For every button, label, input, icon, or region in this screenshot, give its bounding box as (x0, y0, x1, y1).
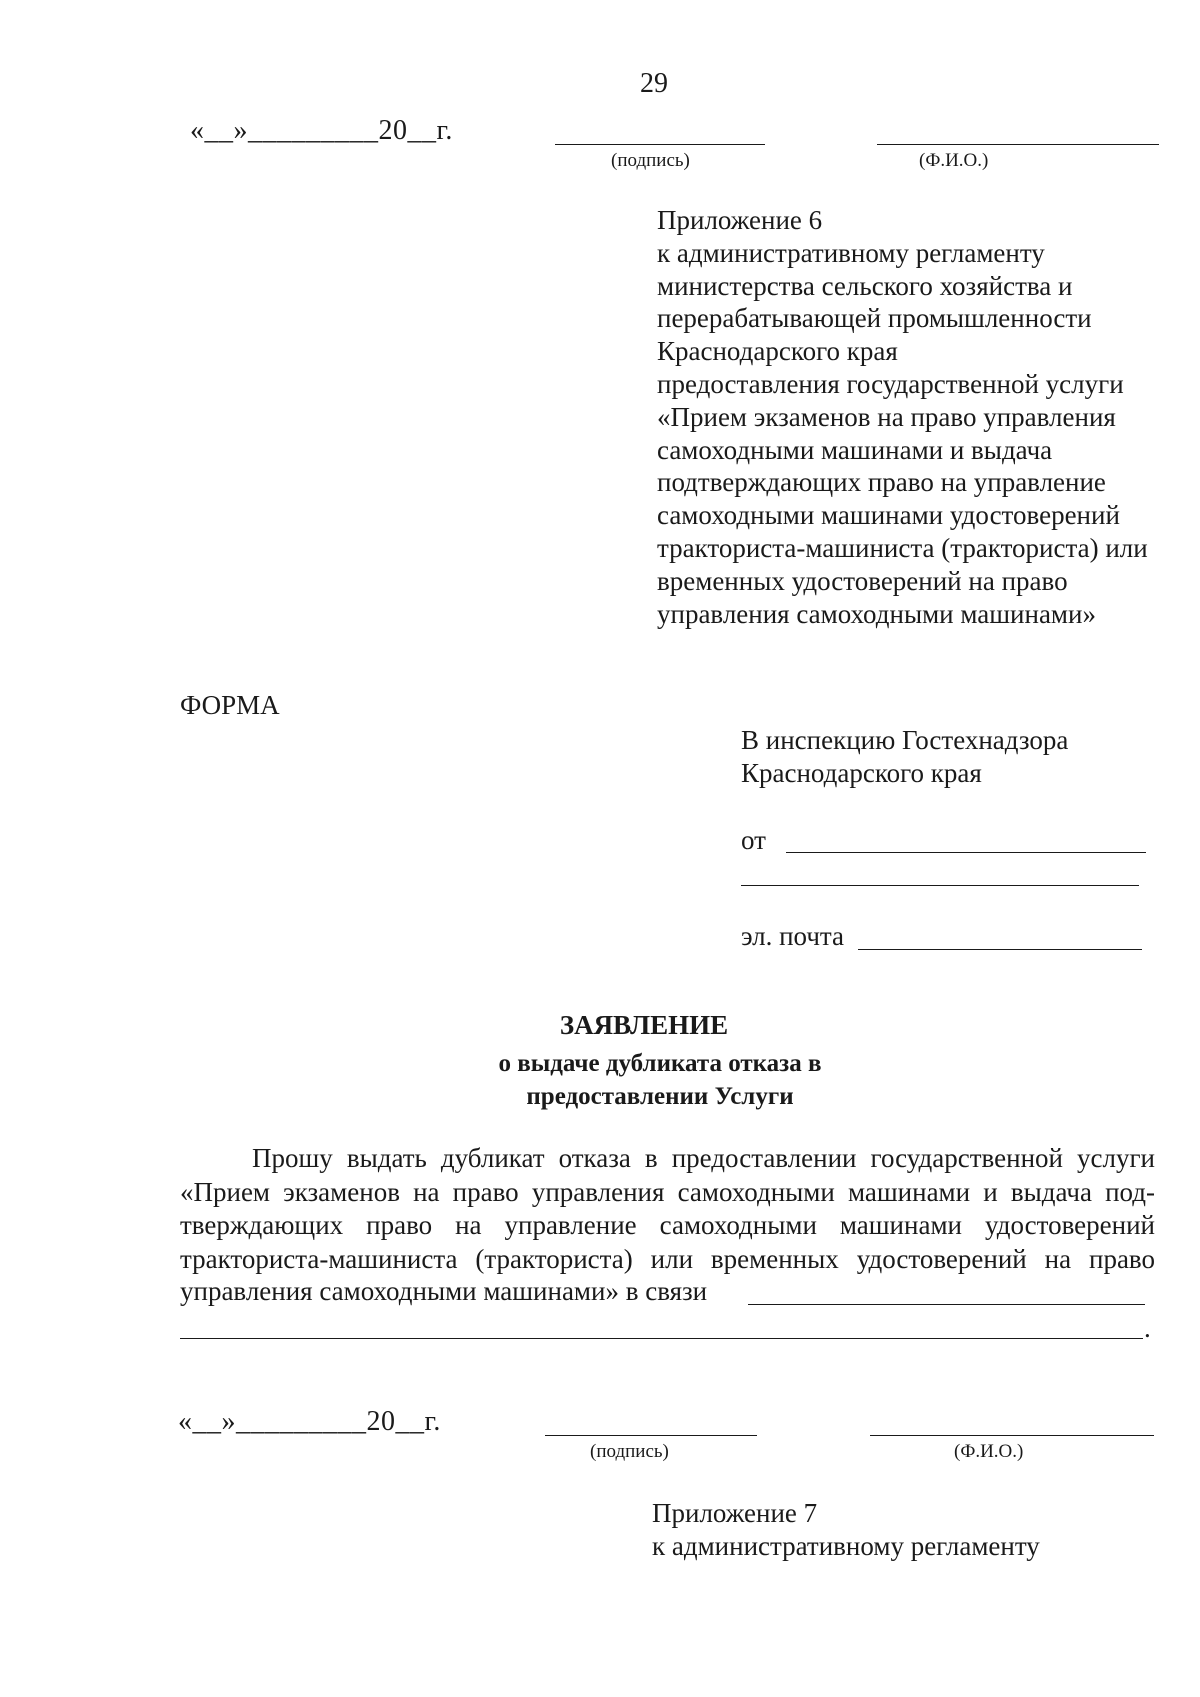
email-field-line[interactable] (858, 949, 1142, 950)
appendix-6-line: перерабатывающей промышленности (657, 303, 1092, 334)
appendix-6-line: к административному регламенту (657, 237, 1045, 268)
reason-field-line-2[interactable] (180, 1338, 1143, 1339)
appendix-6-line: Приложение 6 (657, 205, 823, 235)
bottom-signature-caption: (подпись) (590, 1441, 669, 1462)
top-date-line: «__»_________20__г. (190, 115, 453, 146)
body-line: тракториста-машиниста (тракториста) или временных удостоверений на право (180, 1243, 1155, 1274)
top-name-line (877, 144, 1159, 145)
email-label: эл. почта (741, 921, 845, 951)
appendix-6-line: предоставления государственной услуги (657, 368, 1124, 399)
appendix-6-line: временных удостоверений на право (657, 565, 1068, 596)
top-name-caption: (Ф.И.О.) (919, 150, 989, 171)
appendix-6-block (657, 204, 1148, 630)
body-end-mark: . (1144, 1313, 1151, 1343)
from-field-line[interactable] (786, 852, 1146, 853)
application-title: ЗАЯВЛЕНИЕ (559, 1010, 729, 1040)
appendix-7-line-1: Приложение 7 (652, 1498, 818, 1528)
appendix-6-line: тракториста-машиниста (тракториста) или (657, 532, 1148, 563)
body-last-line: управления самоходными машинами» в связи (180, 1276, 708, 1306)
page-number: 29 (640, 68, 668, 99)
from-field-line-2[interactable] (741, 885, 1139, 886)
body-line: Прошу выдать дубликат отказа в предоставлении государственной услуги (252, 1143, 1155, 1173)
from-label: от (741, 825, 766, 855)
application-subtitle-line-2: предоставлении Услуги (526, 1083, 794, 1110)
top-signature-caption: (подпись) (611, 150, 690, 171)
appendix-7-line-2: к административному регламенту (652, 1531, 1040, 1561)
addressee-line-2: Краснодарского края (741, 758, 982, 788)
application-body (180, 1142, 1155, 1276)
reason-field-line[interactable] (748, 1304, 1145, 1305)
appendix-6-line: самоходными машинами и выдача (657, 434, 1053, 465)
application-subtitle-line-1: о выдаче дубликата отказа в (498, 1050, 822, 1077)
appendix-6-line: самоходными машинами удостоверений (657, 500, 1120, 531)
appendix-6-line: министерства сельского хозяйства и (657, 270, 1073, 301)
body-line: тверждающих право на управление самоходными машинами удостоверений (180, 1210, 1155, 1240)
addressee-line-1: В инспекцию Гостехнадзора (741, 725, 1069, 755)
appendix-6-line: «Прием экзаменов на право управления (657, 401, 1116, 432)
form-label: ФОРМА (180, 690, 280, 720)
application-subtitle (60, 1047, 1200, 1113)
top-signature-line (555, 144, 765, 145)
body-line: «Прием экзаменов на право управления самоходными машинами и выдача под- (180, 1176, 1155, 1207)
bottom-signature-line (545, 1435, 757, 1436)
appendix-6-line: управления самоходными машинами» (657, 598, 1096, 629)
bottom-name-caption: (Ф.И.О.) (954, 1441, 1024, 1462)
bottom-name-line (870, 1435, 1154, 1436)
appendix-6-line: Краснодарского края (657, 336, 898, 367)
appendix-6-line: подтверждающих право на управление (657, 467, 1106, 498)
bottom-date-line: «__»_________20__г. (178, 1406, 441, 1437)
